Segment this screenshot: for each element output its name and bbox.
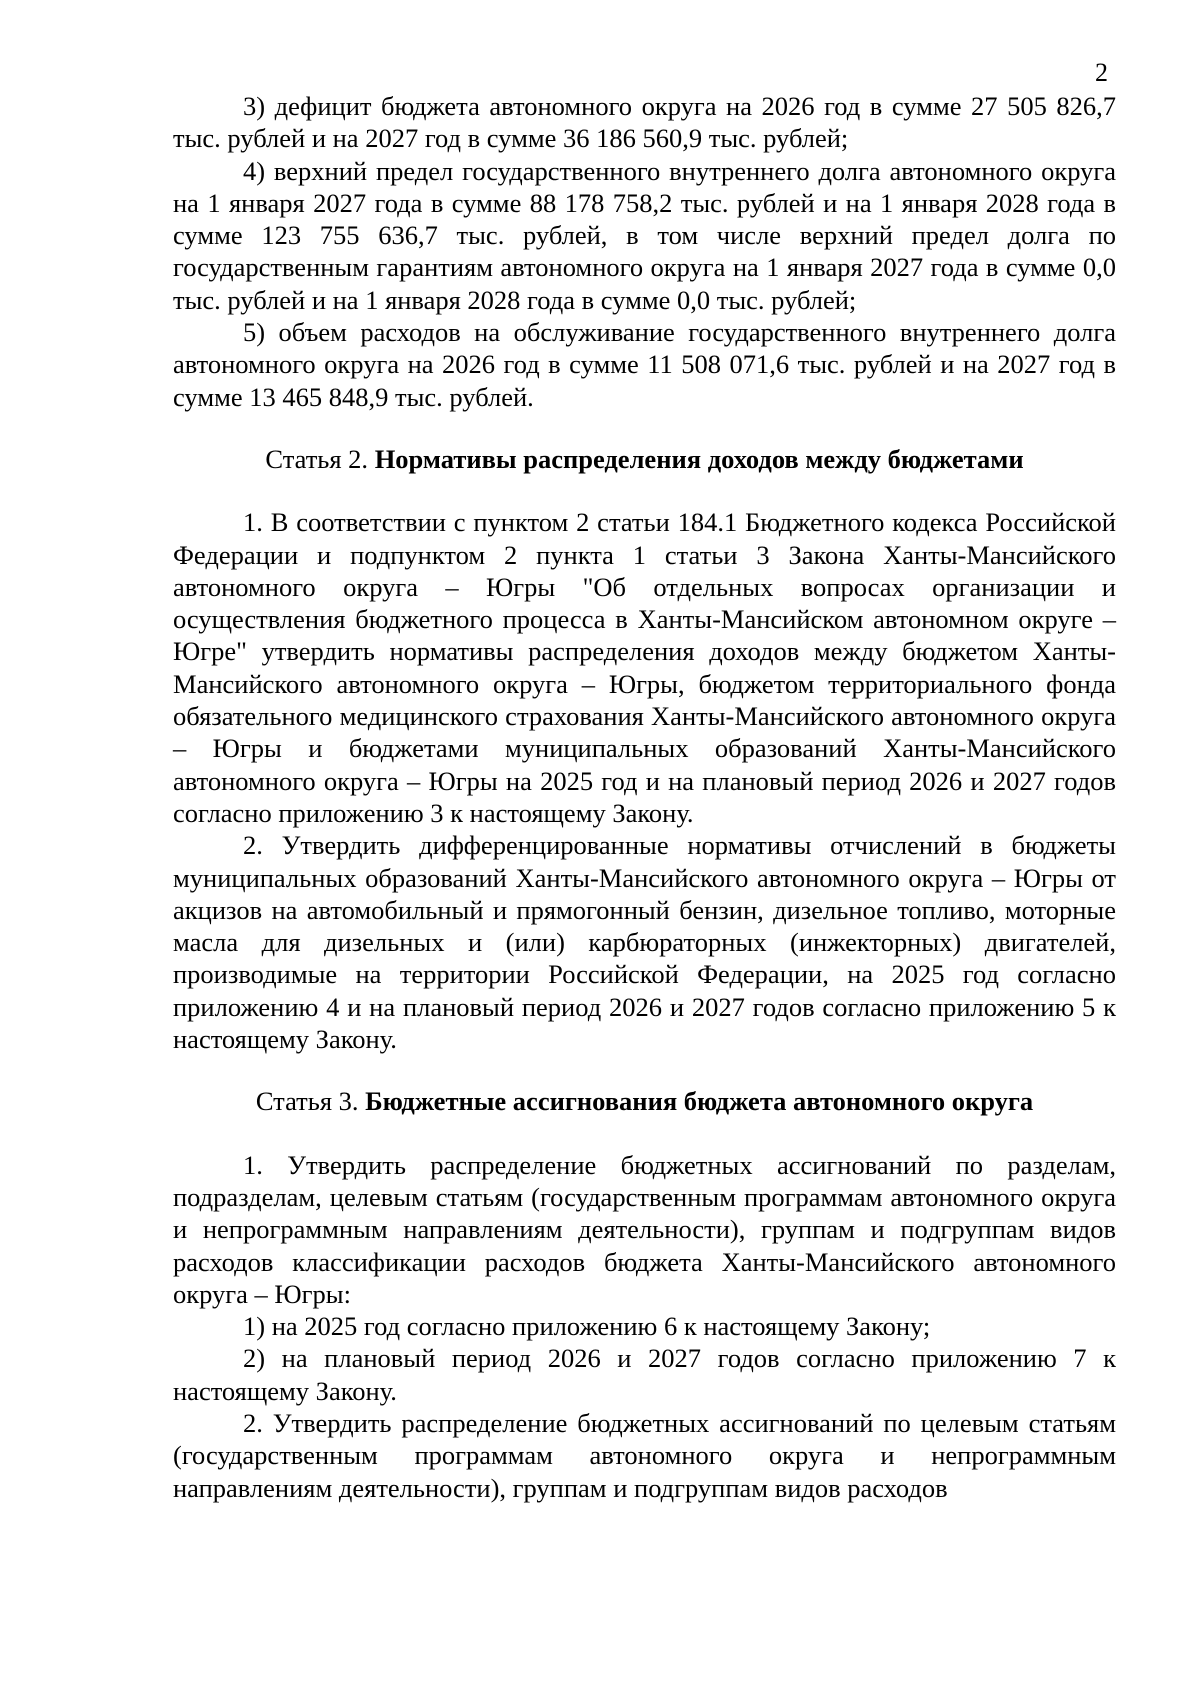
article3-heading xyxy=(173,1085,1116,1117)
article3-label: Статья 3. xyxy=(255,1086,359,1117)
article3-subitem-1: 1) на 2025 год согласно приложению 6 к настоящему Закону; xyxy=(243,1311,931,1342)
page-number: 2 xyxy=(1095,58,1108,87)
article1-item-5: 5) объем расходов на обслуживание государственного внутреннего долга автономного округа на 2026 год в сумме 11 508 071,6 тыс. рублей и на 2027 год в сумме 13 465 848,9 тыс. рублей. xyxy=(173,317,1116,412)
article3-title: Бюджетные ассигнования бюджета автономного округа xyxy=(365,1086,1034,1117)
article1-item-4: 4) верхний предел государственного внутреннего долга автономного округа на 1 января 2027 года в сумме 88 178 758,2 тыс. рублей и на 1 января 2028 года в сумме 123 755 636,7 тыс. рублей, в том числе верхний предел долга по государственным гарантиям автономного округа на 1 января 2027 года в сумме 0,0 тыс. рублей и на 1 января 2028 года в сумме 0,0 тыс. рублей; xyxy=(173,155,1116,315)
article2-heading xyxy=(173,443,1116,475)
article3-paragraph-2: 2. Утвердить распределение бюджетных ассигнований по целевым статьям (государственным программам автономного округа и непрограммным направлениям деятельности), группам и подгруппам видов расходов xyxy=(173,1407,1116,1503)
article1-item-3: 3) дефицит бюджета автономного округа на 2026 год в сумме 27 505 826,7 тыс. рублей и на 2027 год в сумме 36 186 560,9 тыс. рублей; xyxy=(173,91,1116,154)
article3-subitem-2: 2) на плановый период 2026 и 2027 годов согласно приложению 7 к настоящему Закону. xyxy=(173,1343,1116,1406)
article2-label: Статья 2. xyxy=(265,443,369,474)
article2-paragraph-2: 2. Утвердить дифференцированные нормативы отчислений в бюджеты муниципальных образований Ханты-Мансийского автономного округа – Югры от акцизов на автомобильный и прямогонный бензин, дизельное топливо, моторные масла для дизельных и (или) карбюраторных (инжекторных) двигателей, производимые на территории Российской Федерации, на 2025 год согласно приложению 4 и на плановый период 2026 и 2027 годов согласно приложению 5 к настоящему Закону. xyxy=(173,830,1116,1055)
article3-paragraph-1: 1. Утвердить распределение бюджетных ассигнований по разделам, подразделам, целевым статьям (государственным программам автономного округа и непрограммным направлениям деятельности), группам и подгруппам видов расходов классификации расходов бюджета Ханты-Мансийского автономного округа – Югры: xyxy=(173,1149,1116,1309)
document-body xyxy=(173,90,1116,1504)
article2-paragraph-1: 1. В соответствии с пунктом 2 статьи 184.1 Бюджетного кодекса Российской Федерации и подпунктом 2 пункта 1 статьи 3 Закона Ханты-Мансийского автономного округа – Югры "Об отдельных вопросах организации и осуществления бюджетного процесса в Ханты-Мансийском автономном округе – Югре" утвердить нормативы распределения доходов между бюджетом Ханты-Мансийского автономного округа – Югры, бюджетом территориального фонда обязательного медицинского страхования Ханты-Мансийского автономного округа – Югры и бюджетами муниципальных образований Ханты-Мансийского автономного округа – Югры на 2025 год и на плановый период 2026 и 2027 годов согласно приложению 3 к настоящему Закону. xyxy=(173,507,1116,828)
article2-title: Нормативы распределения доходов между бюджетами xyxy=(374,443,1024,474)
